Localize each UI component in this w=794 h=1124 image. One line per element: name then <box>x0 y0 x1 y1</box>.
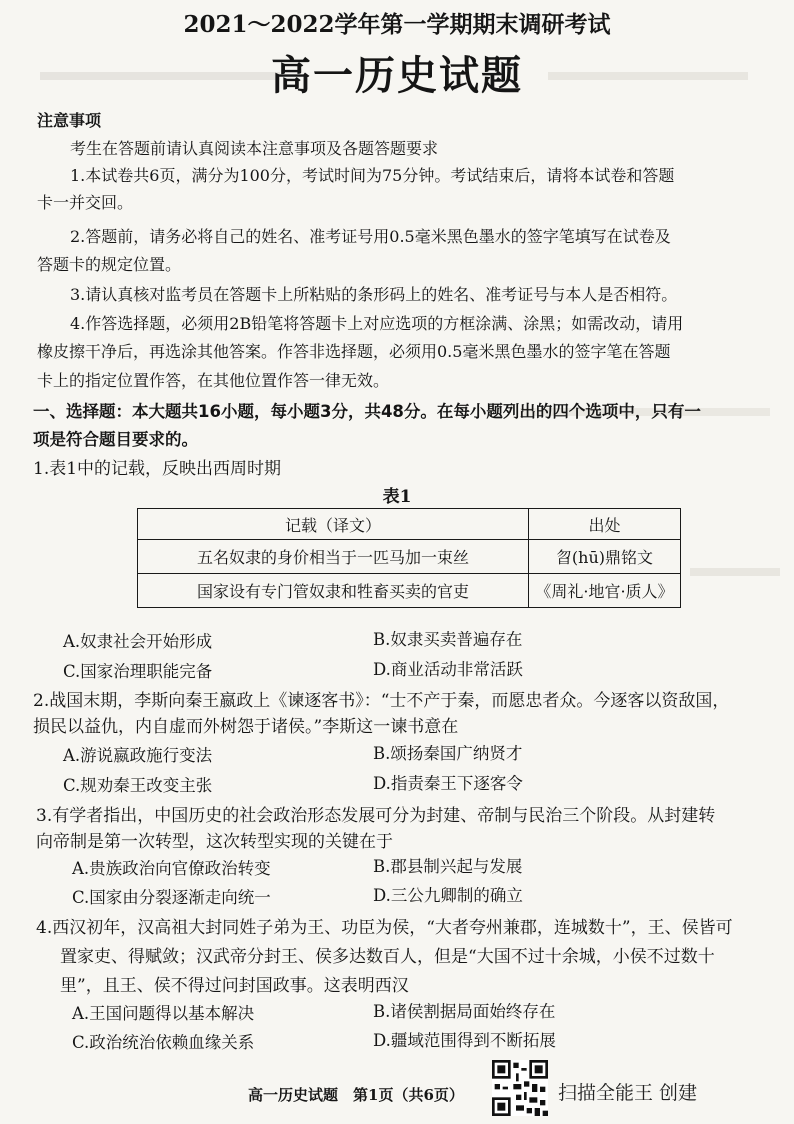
question-3-stem-line-1: 3.有学者指出，中国历史的社会政治形态发展可分为封建、帝制与民治三个阶段。从封建转 <box>36 806 716 826</box>
table-row <box>138 574 681 608</box>
notes-intro: 考生在答题前请认真阅读本注意事项及各题答题要求 <box>70 139 439 158</box>
notes-item-1-line-1: 1.本试卷共6页，满分为100分，考试时间为75分钟。考试结束后，请将本试卷和答题 <box>70 166 675 185</box>
qr-code-icon <box>492 1060 548 1116</box>
notes-item-3: 3.请认真核对监考员在答题卡上所粘贴的条形码上的姓名、准考证号与本人是否相符。 <box>70 285 678 304</box>
question-2-stem-line-1: 2.战国末期，李斯向秦王嬴政上《谏逐客书》：“士不产于秦，而愿忠者众。今逐客以资敌国， <box>33 691 730 711</box>
table-cell-source: 《周礼·地官·质人》 <box>528 574 680 608</box>
question-2-stem-line-2: 损民以益仇，内自虚而外树怨于诸侯。”李斯这一谏书意在 <box>33 717 459 737</box>
question-2-option-c: C.规劝秦王改变主张 <box>63 776 213 795</box>
question-1-option-c: C.国家治理职能完备 <box>63 662 213 681</box>
question-3-option-a: A.贵族政治向官僚政治转变 <box>72 859 271 878</box>
question-3-option-c: C.国家由分裂逐渐走向统一 <box>72 888 271 907</box>
table-header-row <box>138 509 681 540</box>
question-2-option-b: B.颂扬秦国广纳贤才 <box>373 744 523 763</box>
table-header-source: 出处 <box>528 509 680 540</box>
question-1-option-a: A.奴隶社会开始形成 <box>63 632 213 651</box>
page-footer: 高一历史试题 第1页（共6页） <box>248 1086 464 1104</box>
notes-item-4-line-1: 4.作答选择题，必须用2B铅笔将答题卡上对应选项的方框涂满、涂黑；如需改动，请用 <box>70 314 684 333</box>
question-4-option-d: D.疆域范围得到不断拓展 <box>373 1031 556 1050</box>
question-4-stem-line-3: 里”，且王、侯不得过问封国政事。这表明西汉 <box>60 976 409 996</box>
scanner-watermark: 扫描全能王 创建 <box>558 1082 698 1104</box>
question-1-option-d: D.商业活动非常活跃 <box>373 660 523 679</box>
question-4-option-c: C.政治统治依赖血缘关系 <box>72 1033 255 1052</box>
question-3-option-d: D.三公九卿制的确立 <box>373 886 523 905</box>
notes-item-1-line-2: 卡一并交回。 <box>37 193 134 212</box>
table-header-record: 记载（译文） <box>138 509 529 540</box>
notes-item-2-line-1: 2.答题前，请务必将自己的姓名、准考证号用0.5毫米黑色墨水的签字笔填写在试卷及 <box>70 227 671 246</box>
question-4-option-b: B.诸侯割据局面始终存在 <box>373 1002 556 1021</box>
question-1-stem: 1.表1中的记载，反映出西周时期 <box>33 459 282 479</box>
question-2-option-d: D.指责秦王下逐客令 <box>373 774 523 793</box>
notes-item-2-line-2: 答题卡的规定位置。 <box>37 255 182 274</box>
table-cell-record: 国家设有专门管奴隶和牲畜买卖的官吏 <box>138 574 529 608</box>
exam-title: 2021～2022学年第一学期期末调研考试 <box>183 11 611 38</box>
subject-title: 高一历史试题 <box>271 53 523 99</box>
section-1-heading-line-2: 项是符合题目要求的。 <box>33 430 198 449</box>
question-4-stem-line-1: 4.西汉初年，汉高祖大封同姓子弟为王、功臣为侯，“大者夸州兼郡，连城数十”，王、侯皆可 <box>36 918 733 938</box>
section-1-heading-line-1: 一、选择题：本大题共16小题，每小题3分，共48分。在每小题列出的四个选项中，只有一 <box>33 402 701 421</box>
bleed-through-mark <box>690 568 780 576</box>
question-3-option-b: B.郡县制兴起与发展 <box>373 857 523 876</box>
table-1 <box>137 508 681 608</box>
question-2-option-a: A.游说嬴政施行变法 <box>63 746 213 765</box>
table-row <box>138 540 681 574</box>
question-4-stem-line-2: 置家吏、得赋敛；汉武帝分封王、侯多达数百人，但是“大国不过十余城，小侯不过数十 <box>60 947 715 967</box>
question-3-stem-line-2: 向帝制是第一次转型，这次转型实现的关键在于 <box>36 832 393 852</box>
notes-item-4-line-2: 橡皮擦干净后，再选涂其他答案。作答非选择题，必须用0.5毫米黑色墨水的签字笔在答题 <box>37 342 671 361</box>
notes-heading: 注意事项 <box>37 111 102 130</box>
question-4-option-a: A.王国问题得以基本解决 <box>72 1004 255 1023</box>
question-1-option-b: B.奴隶买卖普遍存在 <box>373 630 523 649</box>
table-cell-record: 五名奴隶的身价相当于一匹马加一束丝 <box>138 540 529 574</box>
notes-item-4-line-3: 卡上的指定位置作答，在其他位置作答一律无效。 <box>37 371 390 390</box>
table-1-caption: 表1 <box>382 487 412 507</box>
table-cell-source: 曶(hū)鼎铭文 <box>528 540 680 574</box>
